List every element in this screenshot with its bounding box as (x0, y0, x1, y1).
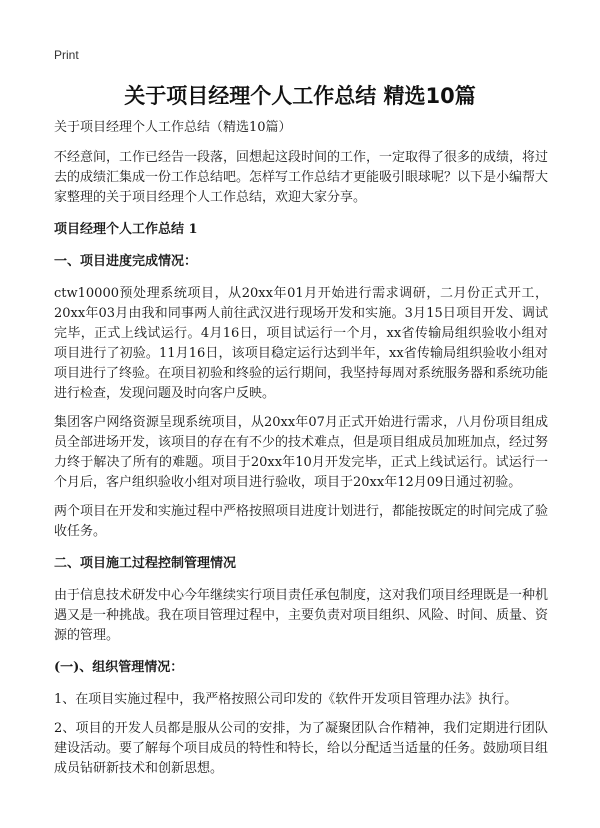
paragraph-responsibility: 由于信息技术研发中心今年继续实行项目责任承包制度，这对我们项目经理既是一种机遇又是一种挑战。我在项目管理过程中，主要负责对项目组织、风险、时间、质量、资源的管理。 (54, 588, 549, 643)
list-item: 1、在项目实施过程中，我严格按照公司印发的《软件开发项目管理办法》执行。 (54, 692, 518, 707)
sub-heading-organization: (一)、组织管理情况： (54, 660, 184, 675)
section-heading-progress: 一、项目进度完成情况： (54, 254, 198, 269)
page-title: 关于项目经理个人工作总结 精选10篇 (124, 84, 476, 108)
article-heading: 项目经理个人工作总结 1 (54, 222, 198, 237)
section-heading-process-control: 二、项目施工过程控制管理情况 (54, 556, 237, 571)
paragraph-ctw-project: ctw10000预处理系统项目，从20xx年01月开始进行需求调研，二月份正式开工，20xx年03月由我和同事两人前往武汉进行现场开发和实施。3月15日项目开发、调试完毕，正式上线试运行。4月16日，项目试运行一个月，xx省传输局组织验收小组对项目进行了初验。11月16日，该项目稳定运行达到半年，xx省传输局组织验收小组对项目进行了终验。在项目初验和终验的运行期间，我坚持每周对系统服务器和系统功能进行检查，发现问题及时向客户反映。 (54, 286, 549, 401)
list-item: 2、项目的开发人员都是服从公司的安排，为了凝聚团队合作精神，我们定期进行团队建设活动。要了解每个项目成员的特性和特长，给以分配适当适量的任务。鼓励项目组成员钻研新技术和创新思想。 (54, 721, 549, 776)
paragraph-summary: 两个项目在开发和实施过程中严格按照项目进度计划进行，都能按既定的时间完成了验收任务。 (54, 504, 549, 539)
intro-paragraph: 不经意间，工作已经告一段落，回想起这段时间的工作，一定取得了很多的成绩，将过去的成绩汇集成一份工作总结吧。怎样写工作总结才更能吸引眼球呢？以下是小编帮大家整理的关于项目经理个人工作总结，欢迎大家分享。 (54, 150, 549, 205)
print-link[interactable]: Print (54, 48, 79, 62)
paragraph-network-project: 集团客户网络资源呈现系统项目，从20xx年07月正式开始进行需求，八月份项目组成员全部进场开发，该项目的存在有不少的技术难点，但是项目组成员加班加点，经过努力终于解决了所有的难题。项目于20xx年10月开发完毕，正式上线试运行。试运行一个月后，客户组织验收小组对项目进行验收，项目于20xx年12月09日通过初验。 (54, 415, 549, 490)
article-body (54, 118, 548, 788)
article-subtitle: 关于项目经理个人工作总结（精选10篇） (54, 120, 292, 135)
